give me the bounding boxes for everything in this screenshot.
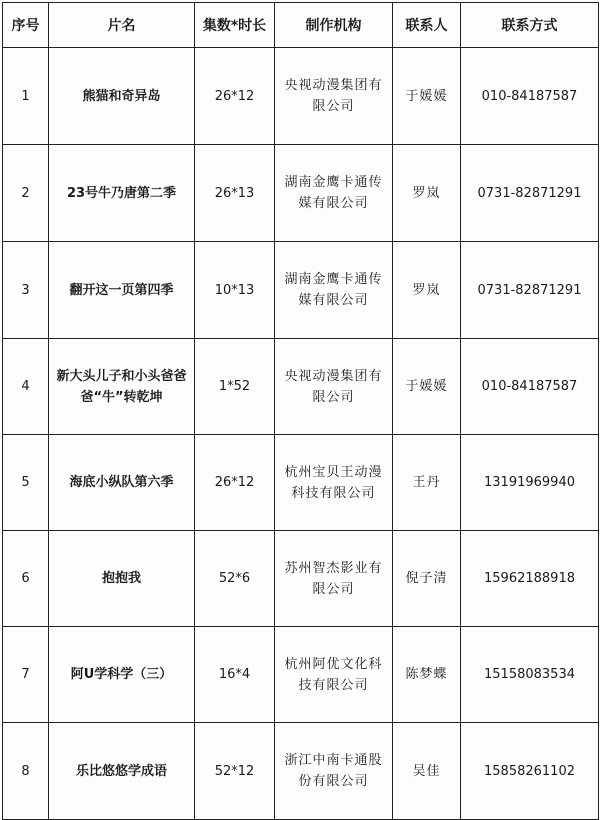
table-row [3,531,599,627]
cell-producer: 湖南金鹰卡通传媒有限公司 [275,145,393,242]
cell-contact: 王丹 [393,435,461,531]
cell-phone: 010-84187587 [461,339,599,435]
cell-no: 3 [3,242,49,339]
cell-contact: 陈梦蝶 [393,627,461,723]
cell-title: 熊猫和奇异岛 [49,48,195,145]
cell-phone: 13191969940 [461,435,599,531]
cell-title: 海底小纵队第六季 [49,435,195,531]
cell-no: 4 [3,339,49,435]
cell-episodes: 26*12 [195,435,275,531]
cell-phone: 010-84187587 [461,48,599,145]
cell-contact: 罗岚 [393,145,461,242]
cell-title: 23号牛乃唐第二季 [49,145,195,242]
cell-no: 2 [3,145,49,242]
table-row [3,242,599,339]
cell-episodes: 10*13 [195,242,275,339]
cell-phone: 15858261102 [461,723,599,820]
cell-phone: 0731-82871291 [461,242,599,339]
cell-no: 8 [3,723,49,820]
cell-producer: 浙江中南卡通股份有限公司 [275,723,393,820]
cell-contact: 罗岚 [393,242,461,339]
cell-episodes: 26*12 [195,48,275,145]
cell-title: 阿U学科学（三） [49,627,195,723]
cell-contact: 于媛媛 [393,48,461,145]
header-phone: 联系方式 [461,3,599,48]
header-contact: 联系人 [393,3,461,48]
cell-episodes: 16*4 [195,627,275,723]
cell-phone: 15962188918 [461,531,599,627]
cell-producer: 央视动漫集团有限公司 [275,339,393,435]
cell-no: 1 [3,48,49,145]
table-row [3,145,599,242]
cell-episodes: 26*13 [195,145,275,242]
cell-contact: 吴佳 [393,723,461,820]
cell-episodes: 1*52 [195,339,275,435]
table-row [3,339,599,435]
cell-contact: 于媛媛 [393,339,461,435]
cell-phone: 15158083534 [461,627,599,723]
cell-episodes: 52*12 [195,723,275,820]
table-row [3,723,599,820]
cell-no: 6 [3,531,49,627]
cell-no: 5 [3,435,49,531]
table-row [3,627,599,723]
cell-producer: 杭州宝贝王动漫科技有限公司 [275,435,393,531]
cell-title: 乐比悠悠学成语 [49,723,195,820]
header-title: 片名 [49,3,195,48]
cell-episodes: 52*6 [195,531,275,627]
table-row [3,48,599,145]
cell-producer: 央视动漫集团有限公司 [275,48,393,145]
cell-contact: 倪子清 [393,531,461,627]
cell-producer: 杭州阿优文化科技有限公司 [275,627,393,723]
header-no: 序号 [3,3,49,48]
cell-producer: 湖南金鹰卡通传媒有限公司 [275,242,393,339]
cell-no: 7 [3,627,49,723]
table-row [3,435,599,531]
cell-title: 抱抱我 [49,531,195,627]
cell-producer: 苏州智杰影业有限公司 [275,531,393,627]
header-episodes: 集数*时长 [195,3,275,48]
table-header-row [3,3,599,48]
cell-phone: 0731-82871291 [461,145,599,242]
cell-title: 新大头儿子和小头爸爸爸“牛”转乾坤 [49,339,195,435]
cell-title: 翻开这一页第四季 [49,242,195,339]
program-table [2,2,599,820]
header-producer: 制作机构 [275,3,393,48]
